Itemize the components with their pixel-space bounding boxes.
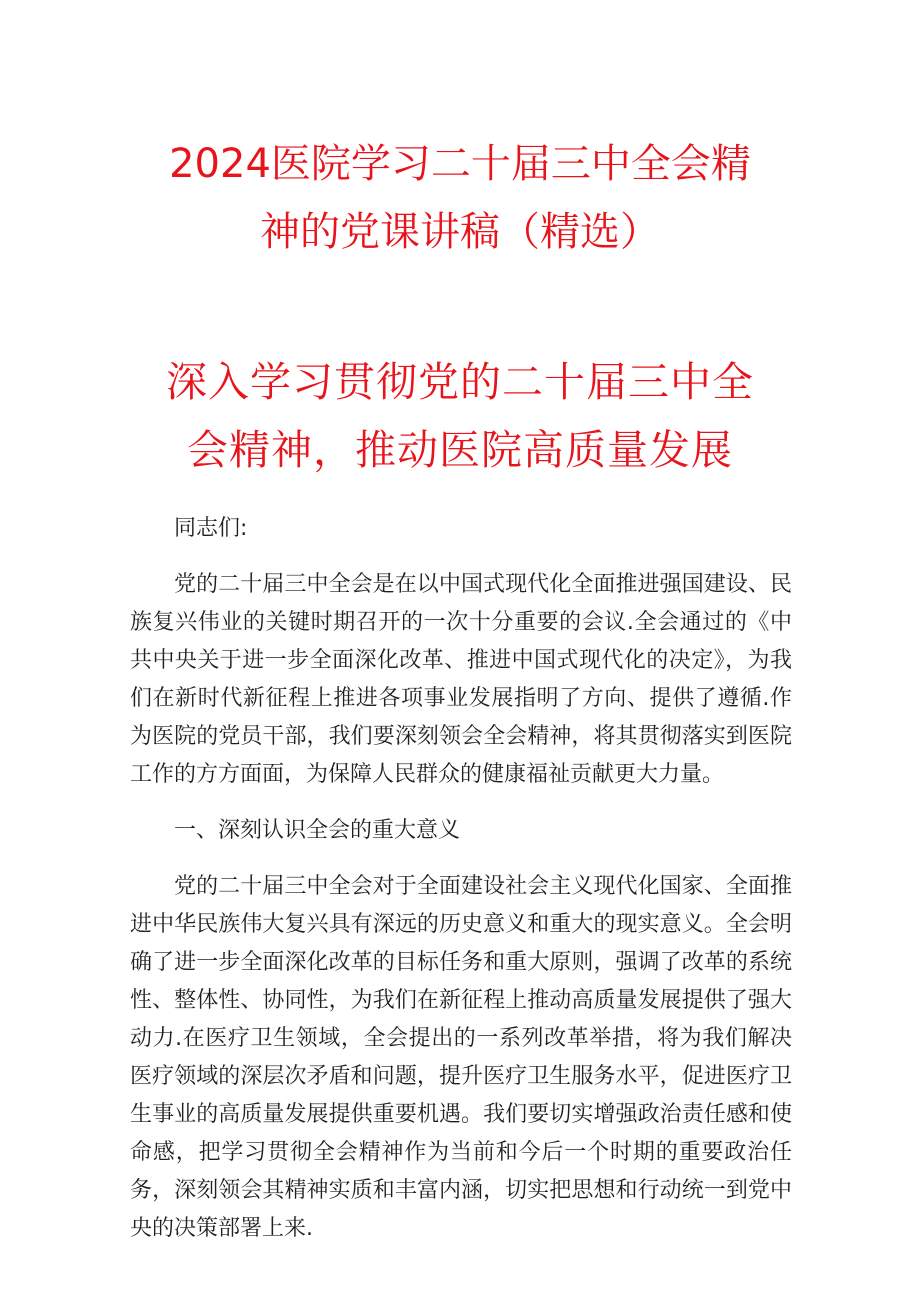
greeting: 同志们: [174,516,248,541]
section-paragraph: 党的二十届三中全会对于全面建设社会主义现代化国家、全面推进中华民族伟大复兴具有深远的历史意义和重大的现实意义。全会明确了进一步全面深化改革的目标任务和重大原则，强调了改革的系统性、整体性、协同性，为我们在新征程上推动高质量发展提供了强大动力.在医疗卫生领域，全会提出的一系列改革举措，将为我们解决医疗领域的深层次矛盾和问题，提升医疗卫生服务水平，促进医疗卫生事业的高质量发展提供重要机遇。我们要切实增强政治责任感和使命感，把学习贯彻全会精神作为当前和今后一个时期的重要政治任务，深刻领会其精神实质和丰富内涵，切实把思想和行动统一到党中央的决策部署上来. [130,874,792,1241]
document-body [130,510,792,1266]
section-heading: 一、深刻认识全会的重大意义 [174,818,461,843]
intro-paragraph: 党的二十届三中全会是在以中国式现代化全面推进强国建设、民族复兴伟业的关键时期召开的一次十分重要的会议.全会通过的《中共中央关于进一步全面深化改革、推进中国式现代化的决定》，为我们在新时代新征程上推进各项事业发展指明了方向、提供了遵循.作为医院的党员干部，我们要深刻领会全会精神，将其贯彻落实到医院工作的方方面面，为保障人民群众的健康福祉贡献更大力量。 [130,572,792,787]
document-sub-title: 深入学习贯彻党的二十届三中全会精神，推动医院高质量发展 [166,358,754,474]
document-main-title: 2024医院学习二十届三中全会精神的党课讲稿（精选） [169,141,751,255]
